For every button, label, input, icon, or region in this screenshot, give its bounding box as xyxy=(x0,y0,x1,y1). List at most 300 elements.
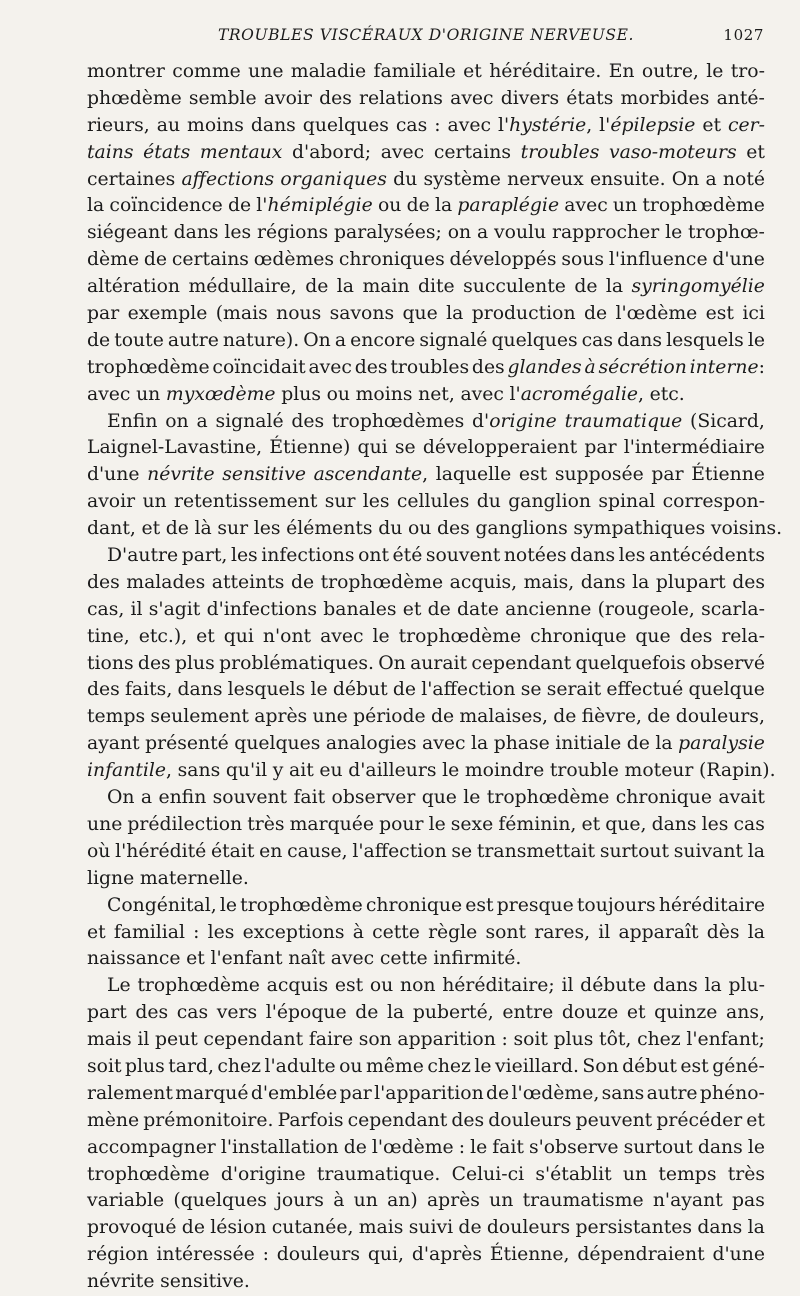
text-line xyxy=(87,866,765,893)
text: qui xyxy=(223,625,254,647)
word xyxy=(266,1000,347,1027)
word xyxy=(609,59,635,86)
text: supposée xyxy=(554,464,644,486)
word xyxy=(590,167,666,194)
word xyxy=(87,1054,122,1081)
text: il xyxy=(598,921,611,943)
text: héréditaire xyxy=(658,894,765,916)
word xyxy=(728,113,765,140)
text: variable xyxy=(87,1190,165,1212)
word xyxy=(87,462,140,489)
text-line xyxy=(87,113,765,140)
text: cellules xyxy=(396,491,470,513)
italic-text: sécrétion xyxy=(598,356,687,378)
text: ayant xyxy=(87,733,140,755)
italic-text: hystérie xyxy=(509,114,587,136)
text: rieurs, xyxy=(87,114,150,136)
text: d'origine xyxy=(220,1163,306,1185)
word xyxy=(395,435,416,462)
text: héréditaire; xyxy=(442,975,555,997)
text: Celui-ci xyxy=(451,1163,525,1185)
italic-text: infantile xyxy=(87,760,167,782)
text: phéno- xyxy=(699,1082,765,1104)
text: Étienne xyxy=(691,464,765,486)
text: Étienne) xyxy=(269,437,351,459)
text: a xyxy=(334,329,347,351)
word xyxy=(308,355,351,382)
word xyxy=(706,59,723,86)
text: avec xyxy=(308,356,352,378)
word xyxy=(107,785,135,812)
word xyxy=(485,920,526,947)
text-line xyxy=(87,812,765,839)
text: et xyxy=(196,625,215,647)
text: coïncidait xyxy=(212,356,306,378)
text: ait xyxy=(289,760,314,782)
word xyxy=(642,59,699,86)
text: que xyxy=(421,787,457,809)
text: ralement xyxy=(87,1082,173,1104)
word xyxy=(582,704,642,731)
word xyxy=(158,785,206,812)
word xyxy=(172,247,249,274)
word xyxy=(732,1188,765,1215)
word xyxy=(332,409,464,436)
text: et xyxy=(746,141,765,163)
word xyxy=(87,651,134,678)
text: est xyxy=(705,303,734,325)
word xyxy=(136,382,160,409)
italic-text: tains xyxy=(87,141,134,163)
text: net, xyxy=(418,383,455,405)
word xyxy=(107,543,178,570)
word xyxy=(457,193,559,220)
word xyxy=(215,409,283,436)
word xyxy=(333,677,388,704)
word xyxy=(137,973,260,1000)
text: autre xyxy=(646,1082,698,1104)
word xyxy=(582,812,601,839)
word xyxy=(127,812,242,839)
text: le xyxy=(474,1055,492,1077)
word xyxy=(658,1162,716,1189)
word xyxy=(87,1108,139,1135)
word xyxy=(172,59,241,86)
word xyxy=(393,167,417,194)
page-number: 1027 xyxy=(723,26,764,44)
text: nerveux xyxy=(507,168,584,190)
text: nature). xyxy=(222,329,300,351)
text: l'intermédiaire xyxy=(623,437,765,459)
text: comme xyxy=(172,61,241,82)
italic-text: à xyxy=(584,356,596,378)
body-text xyxy=(87,59,783,1296)
word xyxy=(87,355,210,382)
word xyxy=(178,677,223,704)
italic-text: interne xyxy=(689,356,759,378)
word xyxy=(523,1188,644,1215)
text: lesquels xyxy=(666,329,744,351)
word xyxy=(427,1188,480,1215)
word xyxy=(676,704,765,731)
word xyxy=(426,543,500,570)
word xyxy=(742,301,765,328)
word xyxy=(653,973,698,1000)
word xyxy=(173,1188,266,1215)
text: est xyxy=(680,1055,709,1077)
text: chronique xyxy=(615,787,713,809)
text: trophœdème xyxy=(320,571,444,593)
text: ligne xyxy=(87,867,135,889)
word xyxy=(264,1054,335,1081)
word xyxy=(87,113,150,140)
text: se xyxy=(451,840,473,862)
word xyxy=(450,247,557,274)
word xyxy=(471,731,488,758)
italic-text: paraplégie xyxy=(457,195,560,217)
text: montrer xyxy=(87,61,165,82)
text: névrite xyxy=(87,1271,155,1293)
text: date xyxy=(457,598,499,620)
word xyxy=(87,866,134,893)
text: au xyxy=(156,114,181,136)
italic-text: origine xyxy=(489,410,557,432)
word xyxy=(748,328,765,355)
text: plus xyxy=(124,1055,165,1077)
word xyxy=(653,1188,723,1215)
text: d'ailleurs xyxy=(348,760,437,782)
text: des xyxy=(436,518,470,540)
word xyxy=(748,920,765,947)
word xyxy=(286,516,372,543)
word xyxy=(748,1215,765,1242)
word xyxy=(87,920,106,947)
word xyxy=(530,624,626,651)
text: à xyxy=(352,921,364,943)
word xyxy=(222,462,306,489)
word xyxy=(200,140,282,167)
word xyxy=(135,1000,168,1027)
text: fièvre, xyxy=(581,706,642,728)
text: scarla- xyxy=(701,598,765,620)
word xyxy=(187,113,244,140)
text: marqué xyxy=(175,1082,249,1104)
word xyxy=(330,301,395,328)
text: pas xyxy=(732,1190,765,1212)
text: : xyxy=(458,1136,466,1158)
word xyxy=(203,1027,303,1054)
word xyxy=(746,140,765,167)
text: mais, xyxy=(523,571,575,593)
word xyxy=(602,1081,645,1108)
text: douleurs xyxy=(276,1244,361,1266)
word xyxy=(524,570,575,597)
text: dans xyxy=(617,329,663,351)
word xyxy=(732,570,765,597)
word xyxy=(87,570,120,597)
text: développeraient xyxy=(422,437,578,459)
word xyxy=(115,839,206,866)
text: quelquefois xyxy=(575,652,686,674)
text: un xyxy=(612,195,638,217)
text: certains xyxy=(433,141,511,163)
word xyxy=(655,731,672,758)
text: à xyxy=(333,1190,345,1212)
text: moindre xyxy=(464,760,545,782)
word xyxy=(263,624,311,651)
word xyxy=(678,731,765,758)
italic-text: affections xyxy=(181,168,275,190)
word xyxy=(168,1054,214,1081)
text-line xyxy=(87,193,765,220)
word xyxy=(107,893,217,920)
text: après xyxy=(426,1190,480,1212)
text: le xyxy=(747,1136,765,1158)
italic-text: mentaux xyxy=(199,141,283,163)
text: début xyxy=(622,1055,677,1077)
text: : xyxy=(262,1244,269,1266)
text: tions xyxy=(87,652,134,674)
text: et xyxy=(463,61,482,82)
text: rela- xyxy=(721,625,765,647)
text: a xyxy=(705,168,717,190)
word xyxy=(216,301,268,328)
text: l' xyxy=(497,114,510,136)
word xyxy=(477,839,595,866)
word xyxy=(264,86,312,113)
word xyxy=(599,1027,631,1054)
text: ancienne xyxy=(505,598,592,620)
text: acquis, xyxy=(449,571,518,593)
word xyxy=(442,973,555,1000)
text: sensitive. xyxy=(160,1271,250,1293)
word xyxy=(491,328,577,355)
text: la xyxy=(747,840,765,862)
word xyxy=(290,812,374,839)
word xyxy=(666,328,744,355)
text: un xyxy=(142,491,167,513)
word xyxy=(711,516,782,543)
word xyxy=(508,489,591,516)
text: son xyxy=(358,1029,392,1051)
text: rapprocher xyxy=(552,222,660,244)
word xyxy=(584,435,616,462)
word xyxy=(428,597,451,624)
text: : xyxy=(193,921,200,943)
word xyxy=(87,1162,210,1189)
word xyxy=(217,516,248,543)
text: dans xyxy=(580,571,626,593)
word xyxy=(519,462,547,489)
word xyxy=(340,1081,372,1108)
word xyxy=(457,597,499,624)
word xyxy=(731,59,765,86)
text: était xyxy=(211,840,255,862)
word xyxy=(459,704,548,731)
word xyxy=(442,758,459,785)
text: l'œdème xyxy=(615,303,698,325)
word xyxy=(707,920,740,947)
word xyxy=(380,946,428,973)
word xyxy=(354,1188,378,1215)
text-line xyxy=(87,382,765,409)
text: production xyxy=(471,303,576,325)
text: des xyxy=(137,652,171,674)
word xyxy=(259,839,282,866)
text: présenté xyxy=(145,733,229,755)
word xyxy=(508,355,582,382)
text-line xyxy=(87,435,765,462)
word xyxy=(139,624,187,651)
text: ici xyxy=(742,303,765,325)
word xyxy=(422,731,465,758)
text: lésion xyxy=(210,1217,267,1239)
text: de xyxy=(574,276,598,298)
word xyxy=(87,328,110,355)
word xyxy=(698,1135,743,1162)
text: qui, xyxy=(367,1244,404,1266)
word xyxy=(680,624,713,651)
text: de xyxy=(392,679,416,701)
text: un xyxy=(489,1190,514,1212)
word xyxy=(623,1162,647,1189)
text: semble xyxy=(188,87,257,109)
word xyxy=(507,167,584,194)
text: avec xyxy=(447,114,491,136)
text: sans xyxy=(177,760,221,782)
word xyxy=(291,570,314,597)
text-line xyxy=(87,570,765,597)
text: (Rapin). xyxy=(699,760,776,782)
word xyxy=(407,193,430,220)
text: par xyxy=(339,1082,372,1104)
text: que, xyxy=(605,813,647,835)
word xyxy=(706,301,734,328)
text: banales xyxy=(323,598,397,620)
word xyxy=(370,973,393,1000)
text: prédilection xyxy=(127,813,243,835)
word xyxy=(637,1027,681,1054)
text: soit xyxy=(513,1029,548,1051)
text: encore xyxy=(350,329,416,351)
text: de xyxy=(143,249,168,271)
word xyxy=(570,543,615,570)
text: dépendraient xyxy=(577,1244,705,1266)
word xyxy=(712,247,765,274)
text: cette xyxy=(372,921,420,943)
word xyxy=(434,113,440,140)
text: plus xyxy=(553,1029,594,1051)
word xyxy=(224,624,254,651)
word xyxy=(433,946,521,973)
text: infirmité. xyxy=(433,948,522,970)
word xyxy=(87,301,119,328)
text: cas xyxy=(176,1002,209,1024)
word xyxy=(697,1215,742,1242)
text-line xyxy=(87,86,765,113)
text: paralysées; xyxy=(334,222,442,244)
text: avoir xyxy=(87,491,136,513)
text-line xyxy=(87,1188,765,1215)
text: atteints xyxy=(211,571,285,593)
word xyxy=(393,543,423,570)
word xyxy=(723,167,765,194)
text: maladie xyxy=(290,61,367,82)
word xyxy=(87,193,104,220)
word xyxy=(312,704,347,731)
word xyxy=(195,516,212,543)
text: avec xyxy=(422,733,466,755)
text-line xyxy=(87,973,765,1000)
word xyxy=(373,624,390,651)
text: mène xyxy=(87,1109,140,1131)
text: plus xyxy=(281,383,321,405)
word xyxy=(699,758,776,785)
text: régions xyxy=(257,222,329,244)
text-line xyxy=(87,462,765,489)
text: puberté, xyxy=(412,1002,494,1024)
text: ou xyxy=(378,195,402,217)
text: il xyxy=(130,598,143,620)
text: On xyxy=(303,329,331,351)
word xyxy=(534,920,590,947)
word xyxy=(489,59,601,86)
word xyxy=(155,1027,198,1054)
word xyxy=(138,651,171,678)
word xyxy=(87,1269,154,1296)
text: débute xyxy=(580,975,647,997)
text: naît xyxy=(288,948,326,970)
text: Parfois xyxy=(277,1109,344,1131)
text-line xyxy=(87,1242,765,1269)
word xyxy=(497,893,574,920)
text: (Sicard, xyxy=(690,410,765,432)
text: l' xyxy=(256,195,268,217)
word xyxy=(472,355,505,382)
text: , xyxy=(637,383,644,405)
word xyxy=(254,704,307,731)
word xyxy=(474,1054,491,1081)
word xyxy=(618,920,698,947)
text: de xyxy=(626,733,650,755)
text: de xyxy=(406,195,430,217)
word xyxy=(196,409,207,436)
word xyxy=(272,1215,354,1242)
word xyxy=(616,785,712,812)
word xyxy=(561,247,604,274)
word xyxy=(656,1108,742,1135)
text: phase xyxy=(493,733,550,755)
text-line xyxy=(87,1162,765,1189)
text: dans xyxy=(177,679,223,701)
text: surtout xyxy=(623,1136,693,1158)
italic-text: glandes xyxy=(507,356,582,378)
word xyxy=(659,893,765,920)
text: ans, xyxy=(726,1002,765,1024)
text: ou xyxy=(407,518,432,540)
text: apparaît xyxy=(618,921,699,943)
word xyxy=(317,1162,441,1189)
word xyxy=(584,355,595,382)
text: plu- xyxy=(728,975,765,997)
word xyxy=(128,301,208,328)
text-line xyxy=(87,167,765,194)
text: ganglion xyxy=(508,491,591,513)
text: chez xyxy=(427,1055,471,1077)
italic-text: acromégalie xyxy=(520,383,638,405)
word xyxy=(472,301,576,328)
word xyxy=(87,435,262,462)
